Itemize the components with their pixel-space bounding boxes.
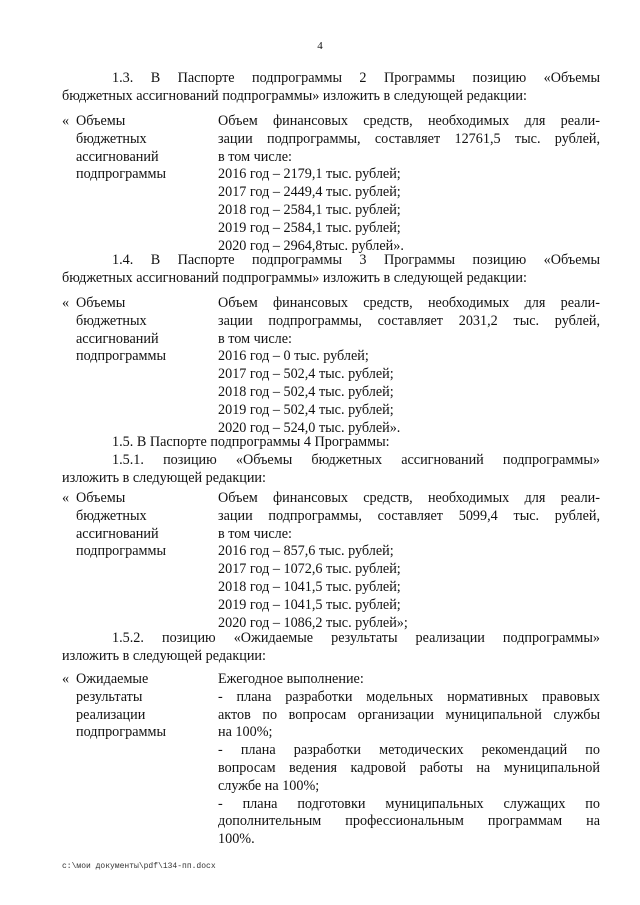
row-value <box>218 671 600 849</box>
label-line: подпрограммы <box>76 724 166 741</box>
opening-quote: « <box>62 671 70 687</box>
value-line: 2020 год – 524,0 тыс. рублей». <box>218 419 401 436</box>
value-line: в том числе: <box>218 148 292 165</box>
value-line: на 100%; <box>218 724 273 741</box>
value-line: 2018 год – 502,4 тыс. рублей; <box>218 383 394 400</box>
row-label <box>76 113 206 184</box>
value-line: службе на 100%; <box>218 777 320 794</box>
section-1-5-heading <box>62 434 600 487</box>
value-line: актов по вопросам организации муниципальной службы <box>218 706 600 723</box>
label-line: бюджетных <box>76 507 147 524</box>
value-line: 2016 год – 0 тыс. рублей; <box>218 348 369 365</box>
label-line: бюджетных <box>76 312 147 329</box>
row-label <box>76 490 206 561</box>
value-line: зации подпрограммы, составляет 12761,5 тыс. рублей, <box>218 130 600 147</box>
value-line: - плана подготовки муниципальных служащих по <box>218 795 600 812</box>
label-line: Объемы <box>76 295 126 311</box>
opening-quote: « <box>62 113 70 129</box>
heading-line: 1.3. В Паспорте подпрограммы 2 Программы позицию «Объемы <box>112 70 600 86</box>
value-line: 2019 год – 1041,5 тыс. рублей; <box>218 596 401 613</box>
value-line: 2016 год – 857,6 тыс. рублей; <box>218 543 394 560</box>
value-line: зации подпрограммы, составляет 5099,4 тыс. рублей, <box>218 507 600 524</box>
value-line: зации подпрограммы, составляет 2031,2 тыс. рублей, <box>218 312 600 329</box>
value-line: Ежегодное выполнение: <box>218 671 364 687</box>
section-1-3-heading <box>62 70 600 106</box>
value-line: 2018 год – 2584,1 тыс. рублей; <box>218 201 401 218</box>
value-line: вопросам ведения кадровой работы на муниципальной <box>218 759 600 776</box>
value-line: Объем финансовых средств, необходимых для реали- <box>218 490 600 506</box>
heading-line: бюджетных ассигнований подпрограммы» изложить в следующей редакции: <box>62 87 527 104</box>
heading-line: 1.5. В Паспорте подпрограммы 4 Программы: <box>112 434 390 450</box>
row-label <box>76 295 206 366</box>
label-line: подпрограммы <box>76 166 166 183</box>
heading-line: 1.4. В Паспорте подпрограммы 3 Программы позицию «Объемы <box>112 252 600 268</box>
value-line: - плана разработки модельных нормативных правовых <box>218 688 600 705</box>
label-line: Ожидаемые <box>76 671 149 687</box>
value-line: - плана разработки методических рекомендаций по <box>218 742 600 759</box>
section-1-5-2-heading <box>62 630 600 666</box>
value-line: дополнительным профессиональным программам на <box>218 813 600 830</box>
heading-line: бюджетных ассигнований подпрограммы» изложить в следующей редакции: <box>62 269 527 286</box>
value-line: 100%. <box>218 831 255 848</box>
section-1-4-heading <box>62 252 600 288</box>
heading-line: 1.5.1. позицию «Объемы бюджетных ассигнований подпрограммы» <box>112 451 600 468</box>
value-line: 2017 год – 2449,4 тыс. рублей; <box>218 184 401 201</box>
value-line: 2017 год – 1072,6 тыс. рублей; <box>218 561 401 578</box>
row-value <box>218 295 600 437</box>
label-line: бюджетных <box>76 130 147 147</box>
label-line: результаты <box>76 688 143 705</box>
value-line: в том числе: <box>218 525 292 542</box>
page-number: 4 <box>317 40 323 52</box>
label-line: ассигнований <box>76 525 159 542</box>
value-line: 2020 год – 2964,8тыс. рублей». <box>218 237 404 254</box>
value-line: 2017 год – 502,4 тыс. рублей; <box>218 366 394 383</box>
value-line: Объем финансовых средств, необходимых для реали- <box>218 295 600 311</box>
value-line: Объем финансовых средств, необходимых для реали- <box>218 113 600 129</box>
label-line: подпрограммы <box>76 543 166 560</box>
value-line: 2019 год – 502,4 тыс. рублей; <box>218 401 394 418</box>
value-line: в том числе: <box>218 330 292 347</box>
value-line: 2019 год – 2584,1 тыс. рублей; <box>218 219 401 236</box>
row-value <box>218 490 600 632</box>
opening-quote: « <box>62 295 70 311</box>
file-path-footer: c:\мои документы\pdf\134-пп.docx <box>62 862 216 871</box>
value-line: 2020 год – 1086,2 тыс. рублей»; <box>218 614 408 631</box>
label-line: подпрограммы <box>76 348 166 365</box>
heading-line: изложить в следующей редакции: <box>62 647 266 664</box>
label-line: ассигнований <box>76 148 159 165</box>
opening-quote: « <box>62 490 70 506</box>
value-line: 2018 год – 1041,5 тыс. рублей; <box>218 578 401 595</box>
value-line: 2016 год – 2179,1 тыс. рублей; <box>218 166 401 183</box>
label-line: Объемы <box>76 113 126 129</box>
heading-line: изложить в следующей редакции: <box>62 469 266 486</box>
row-label <box>76 671 206 742</box>
row-value <box>218 113 600 255</box>
label-line: ассигнований <box>76 330 159 347</box>
heading-line: 1.5.2. позицию «Ожидаемые результаты реализации подпрограммы» <box>112 630 600 646</box>
label-line: реализации <box>76 706 146 723</box>
label-line: Объемы <box>76 490 126 506</box>
